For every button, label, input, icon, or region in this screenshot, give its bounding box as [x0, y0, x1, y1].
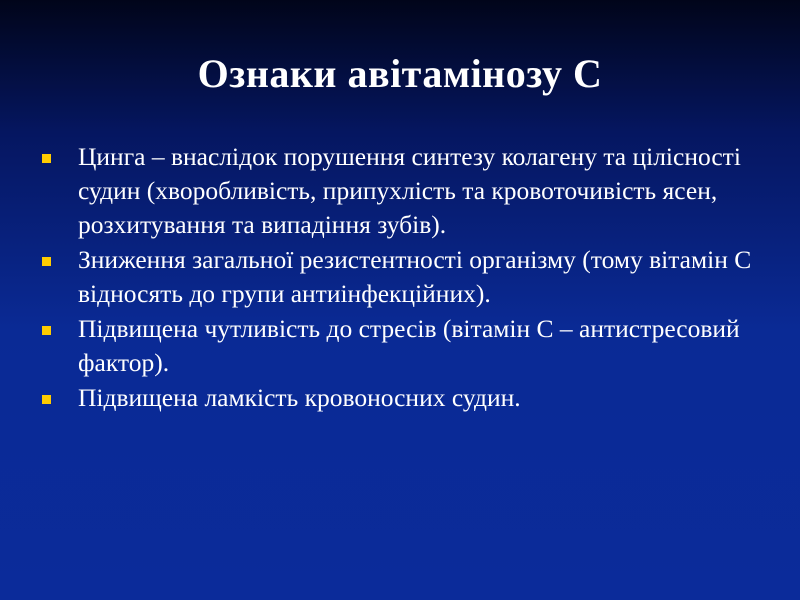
bullet-square-icon: [42, 257, 51, 266]
bullet-item-resistance: [38, 243, 768, 311]
slide-title: Ознаки авітамінозу С: [197, 51, 603, 96]
bullet-item-stress: [38, 312, 768, 380]
bullet-text: Зниження загальної резистентності організму (тому вітамін С відносять до групи антиінфекційних).: [78, 245, 752, 308]
bullet-text: Цинга – внаслідок порушення синтезу колагену та цілісності судин (хворобливість, припухлість та кровоточивість ясен, розхитування та випадіння зубів).: [78, 142, 741, 239]
bullet-list: [38, 140, 768, 416]
bullet-item-scurvy: [38, 140, 768, 242]
bullet-item-vessels: [38, 381, 768, 415]
bullet-square-icon: [42, 154, 51, 163]
bullet-square-icon: [42, 326, 51, 335]
bullet-square-icon: [42, 395, 51, 404]
bullet-text: Підвищена чутливість до стресів (вітамін С – антистресовий фактор).: [78, 314, 740, 377]
bullet-text: Підвищена ламкість кровоносних судин.: [78, 383, 521, 412]
